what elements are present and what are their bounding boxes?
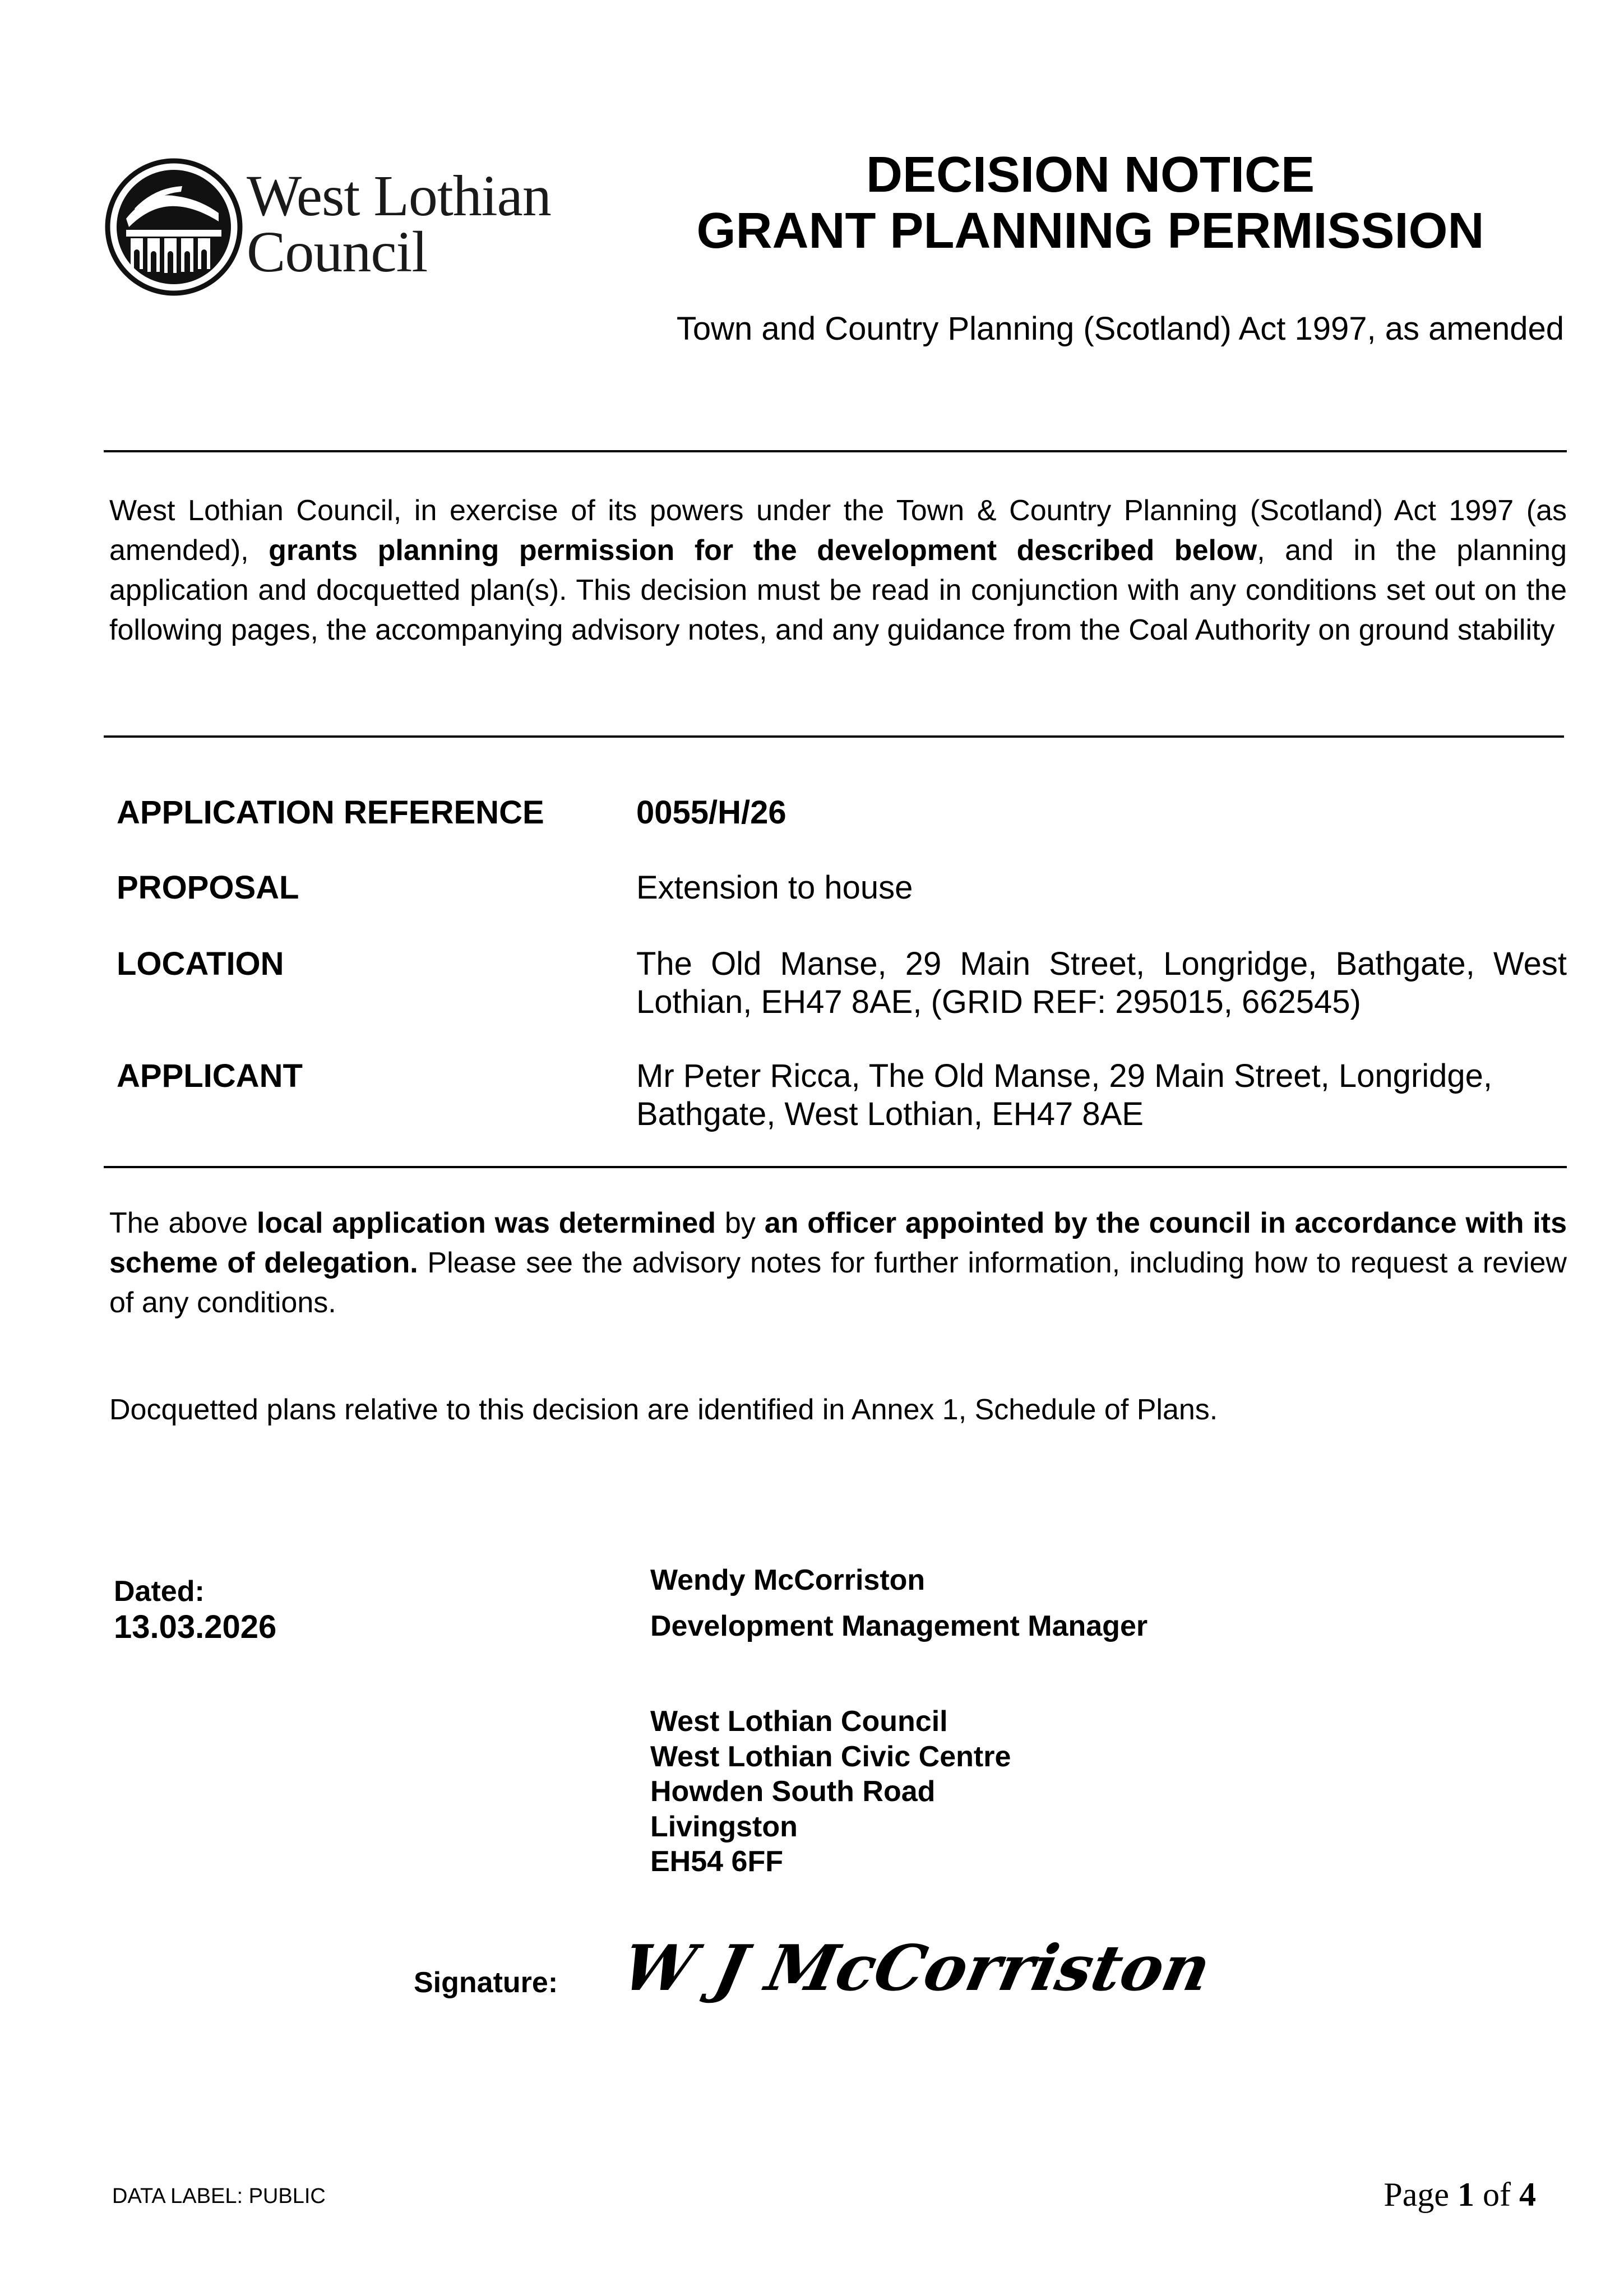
page-number: Page 1 of 4 <box>1384 2176 1536 2213</box>
applicant-label: APPLICANT <box>117 1058 303 1094</box>
applicant-value: Mr Peter Ricca, The Old Manse, 29 Main Street, Longridge, Bathgate, West Lothian, EH47 8AE <box>636 1058 1492 1132</box>
signer-name: Wendy McCorriston <box>650 1564 926 1596</box>
divider <box>104 450 1567 452</box>
reference-value: 0055/H/26 <box>636 794 786 831</box>
address-line: EH54 6FF <box>650 1845 783 1878</box>
plans-note: Docquetted plans relative to this decision are identified in Annex 1, Schedule of Plans. <box>109 1394 1218 1426</box>
handwritten-signature <box>614 1923 1217 2018</box>
reference-label: APPLICATION REFERENCE <box>117 794 544 831</box>
council-logo-text: West Lothian Council <box>247 164 551 284</box>
document-title-line-2: GRANT PLANNING PERMISSION <box>696 203 1484 259</box>
signer-role: Development Management Manager <box>650 1610 1148 1642</box>
council-logo <box>104 157 608 297</box>
dated-label: Dated: <box>114 1575 205 1608</box>
legislation-reference: Town and Country Planning (Scotland) Act 1997, as amended <box>676 311 1564 347</box>
data-classification-label: DATA LABEL: PUBLIC <box>112 2184 326 2208</box>
location-label: LOCATION <box>117 946 284 982</box>
signature-label: Signature: <box>414 1966 558 1999</box>
proposal-label: PROPOSAL <box>117 869 299 906</box>
address-line: West Lothian Council <box>650 1705 948 1738</box>
dated-value: 13.03.2026 <box>114 1609 277 1645</box>
viaduct-emblem-icon <box>104 157 244 297</box>
divider <box>104 735 1564 738</box>
determination-paragraph: The above local application was determined by an officer appointed by the council in accordance with its scheme of delegation. Please see the advisory notes for further information, including how to request a review of any conditions. <box>109 1207 1567 1319</box>
proposal-value: Extension to house <box>636 869 913 906</box>
signature-text: W J McCorriston <box>616 1931 1217 2005</box>
intro-paragraph: West Lothian Council, in exercise of its powers under the Town & Country Planning (Scotland) Act 1997 (as amended), grants planning permission for the development described below, and in the planning application and docquetted plan(s). This decision must be read in conjunction with any conditions set out on the following pages, the accompanying advisory notes, and any guidance from the Coal Authority on ground stability <box>109 494 1567 646</box>
document-title-line-1: DECISION NOTICE <box>866 147 1315 203</box>
council-address <box>650 1704 1011 1880</box>
address-line: Howden South Road <box>650 1775 936 1808</box>
grant-statement: grants planning permission for the development described below <box>269 534 1257 567</box>
divider <box>104 1166 1567 1168</box>
address-line: West Lothian Civic Centre <box>650 1740 1011 1773</box>
location-value: The Old Manse, 29 Main Street, Longridge, Bathgate, West Lothian, EH47 8AE, (GRID REF: 295015, 662545) <box>636 946 1567 1020</box>
address-line: Livingston <box>650 1810 798 1843</box>
